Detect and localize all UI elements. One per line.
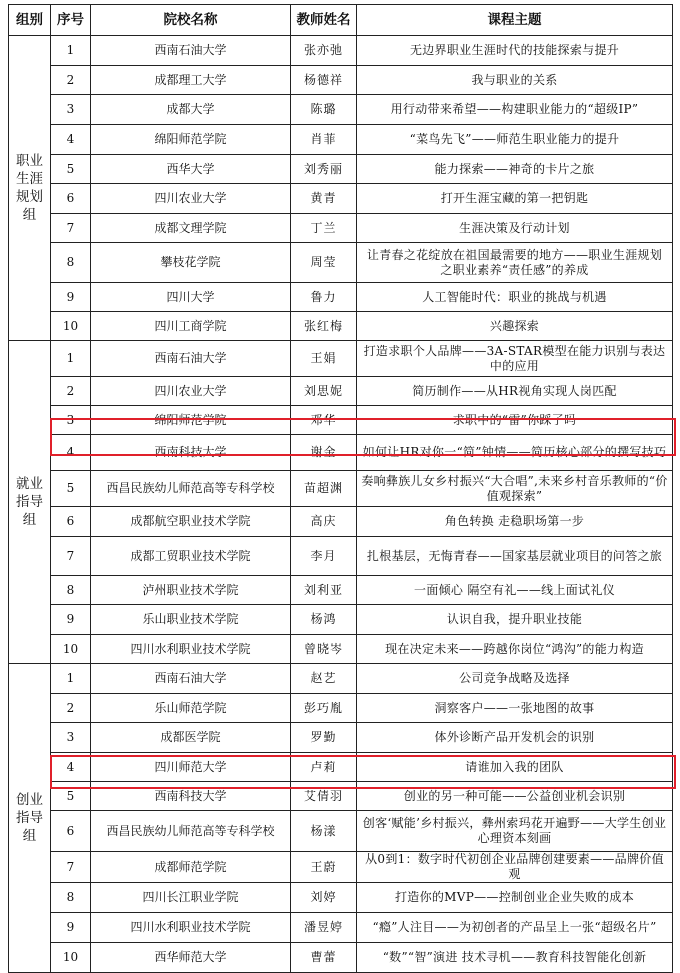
cell-school: 成都理工大学: [91, 66, 291, 95]
table-row: [9, 753, 673, 782]
table-row: [9, 66, 673, 95]
table-row: [9, 723, 673, 753]
cell-no: 5: [51, 782, 91, 811]
header-group: 组别: [9, 5, 51, 36]
cell-topic: 奏响彝族儿女乡村振兴“大合唱”,未来乡村音乐教师的“价值观探索”: [357, 471, 673, 507]
cell-school: 成都师范学院: [91, 852, 291, 883]
cell-teacher: 高庆: [291, 507, 357, 537]
group-name: 职业生涯规划组: [9, 36, 51, 341]
cell-teacher: 黄青: [291, 184, 357, 214]
cell-no: 7: [51, 537, 91, 576]
cell-topic: “瘾”人注目——为初创者的产品呈上一张“超级名片”: [357, 913, 673, 943]
cell-no: 1: [51, 36, 91, 66]
table-row: [9, 576, 673, 605]
cell-teacher: 苗超渊: [291, 471, 357, 507]
table-row: [9, 507, 673, 537]
cell-teacher: 曾晓岑: [291, 635, 357, 664]
cell-teacher: 谢金: [291, 435, 357, 471]
cell-teacher: 丁兰: [291, 214, 357, 243]
cell-teacher: 杨漾: [291, 811, 357, 852]
table-row: [9, 184, 673, 214]
cell-teacher: 杨德祥: [291, 66, 357, 95]
cell-no: 6: [51, 811, 91, 852]
cell-topic: 扎根基层，无悔青春——国家基层就业项目的问答之旅: [357, 537, 673, 576]
cell-teacher: 周莹: [291, 243, 357, 283]
cell-school: 绵阳师范学院: [91, 406, 291, 435]
cell-topic: 创客‘赋能’乡村振兴，彝州索玛花开遍野——大学生创业心理资本刻画: [357, 811, 673, 852]
cell-topic: 求职中的“雷”你踩了吗: [357, 406, 673, 435]
cell-topic: 生涯决策及行动计划: [357, 214, 673, 243]
cell-teacher: 王蔚: [291, 852, 357, 883]
table-row: [9, 883, 673, 913]
cell-no: 5: [51, 471, 91, 507]
table-row: [9, 664, 673, 694]
table-row: [9, 605, 673, 635]
cell-school: 四川大学: [91, 283, 291, 312]
cell-teacher: 罗勤: [291, 723, 357, 753]
cell-teacher: 肖菲: [291, 125, 357, 155]
cell-topic: 我与职业的关系: [357, 66, 673, 95]
cell-topic: 一面倾心 隔空有礼——线上面试礼仪: [357, 576, 673, 605]
header-school: 院校名称: [91, 5, 291, 36]
group-name: 就业指导组: [9, 341, 51, 664]
cell-topic: “菜鸟先飞”——师范生职业能力的提升: [357, 125, 673, 155]
cell-no: 6: [51, 507, 91, 537]
cell-teacher: 邓华: [291, 406, 357, 435]
cell-no: 2: [51, 694, 91, 723]
cell-school: 成都工贸职业技术学院: [91, 537, 291, 576]
cell-topic: 打开生涯宝藏的第一把钥匙: [357, 184, 673, 214]
table-row: [9, 214, 673, 243]
table-row: [9, 312, 673, 341]
table-row: [9, 537, 673, 576]
cell-no: 9: [51, 605, 91, 635]
cell-no: 10: [51, 312, 91, 341]
cell-teacher: 鲁力: [291, 283, 357, 312]
cell-topic: 如何让HR对你一“简”钟情——简历核心部分的撰写技巧: [357, 435, 673, 471]
header-no: 序号: [51, 5, 91, 36]
table-row: [9, 471, 673, 507]
cell-no: 10: [51, 943, 91, 973]
cell-school: 西华师范大学: [91, 943, 291, 973]
cell-topic: 创业的另一种可能——公益创业机会识别: [357, 782, 673, 811]
cell-school: 西南石油大学: [91, 341, 291, 377]
cell-teacher: 张红梅: [291, 312, 357, 341]
cell-no: 3: [51, 95, 91, 125]
cell-school: 四川长江职业学院: [91, 883, 291, 913]
cell-school: 成都医学院: [91, 723, 291, 753]
cell-topic: 洞察客户——一张地图的故事: [357, 694, 673, 723]
cell-school: 西昌民族幼儿师范高等专科学校: [91, 811, 291, 852]
cell-no: 3: [51, 723, 91, 753]
cell-topic: 从0到1：数字时代初创企业品牌创建要素——品牌价值观: [357, 852, 673, 883]
cell-no: 9: [51, 913, 91, 943]
cell-no: 5: [51, 155, 91, 184]
cell-teacher: 刘婷: [291, 883, 357, 913]
cell-school: 西南科技大学: [91, 782, 291, 811]
cell-topic: 让青春之花绽放在祖国最需要的地方——职业生涯规划之职业素养“责任感”的养成: [357, 243, 673, 283]
cell-no: 6: [51, 184, 91, 214]
cell-school: 西南科技大学: [91, 435, 291, 471]
cell-school: 乐山师范学院: [91, 694, 291, 723]
cell-topic: 简历制作——从HR视角实现人岗匹配: [357, 377, 673, 406]
cell-no: 1: [51, 341, 91, 377]
cell-school: 四川水利职业技术学院: [91, 635, 291, 664]
cell-school: 攀枝花学院: [91, 243, 291, 283]
cell-no: 4: [51, 125, 91, 155]
header-row: [9, 5, 673, 36]
cell-school: 西昌民族幼儿师范高等专科学校: [91, 471, 291, 507]
cell-school: 成都文理学院: [91, 214, 291, 243]
cell-no: 7: [51, 852, 91, 883]
cell-topic: 兴趣探索: [357, 312, 673, 341]
cell-teacher: 艾倩羽: [291, 782, 357, 811]
cell-teacher: 刘秀丽: [291, 155, 357, 184]
table-row: [9, 852, 673, 883]
cell-teacher: 张亦弛: [291, 36, 357, 66]
cell-school: 成都航空职业技术学院: [91, 507, 291, 537]
cell-teacher: 杨鸿: [291, 605, 357, 635]
header-teacher: 教师姓名: [291, 5, 357, 36]
cell-topic: 人工智能时代：职业的挑战与机遇: [357, 283, 673, 312]
cell-topic: “数”“智”演进 技术寻机——教育科技智能化创新: [357, 943, 673, 973]
table-row: [9, 635, 673, 664]
table-row: [9, 155, 673, 184]
cell-school: 西南石油大学: [91, 664, 291, 694]
group-name: 创业指导组: [9, 664, 51, 973]
cell-teacher: 卢莉: [291, 753, 357, 782]
table-row: [9, 435, 673, 471]
cell-school: 四川师范大学: [91, 753, 291, 782]
cell-topic: 公司竞争战略及选择: [357, 664, 673, 694]
cell-teacher: 刘利亚: [291, 576, 357, 605]
cell-teacher: 陈璐: [291, 95, 357, 125]
cell-no: 3: [51, 406, 91, 435]
table-row: [9, 243, 673, 283]
cell-school: 西南石油大学: [91, 36, 291, 66]
cell-school: 四川农业大学: [91, 184, 291, 214]
cell-teacher: 赵艺: [291, 664, 357, 694]
table-row: [9, 125, 673, 155]
cell-no: 9: [51, 283, 91, 312]
cell-topic: 角色转换 走稳职场第一步: [357, 507, 673, 537]
cell-no: 8: [51, 243, 91, 283]
cell-school: 乐山职业技术学院: [91, 605, 291, 635]
cell-school: 成都大学: [91, 95, 291, 125]
cell-topic: 打造求职个人品牌——3A-STAR模型在能力识别与表达中的应用: [357, 341, 673, 377]
table-row: [9, 913, 673, 943]
cell-topic: 请谁加入我的团队: [357, 753, 673, 782]
cell-school: 四川水利职业技术学院: [91, 913, 291, 943]
table-row: [9, 283, 673, 312]
header-topic: 课程主题: [357, 5, 673, 36]
table-row: [9, 377, 673, 406]
cell-school: 西华大学: [91, 155, 291, 184]
cell-school: 泸州职业技术学院: [91, 576, 291, 605]
cell-school: 绵阳师范学院: [91, 125, 291, 155]
cell-school: 四川农业大学: [91, 377, 291, 406]
table-row: [9, 811, 673, 852]
cell-topic: 用行动带来希望——构建职业能力的“超级IP”: [357, 95, 673, 125]
cell-teacher: 王娟: [291, 341, 357, 377]
cell-teacher: 彭巧胤: [291, 694, 357, 723]
cell-no: 4: [51, 753, 91, 782]
cell-teacher: 李月: [291, 537, 357, 576]
cell-no: 4: [51, 435, 91, 471]
cell-school: 四川工商学院: [91, 312, 291, 341]
table-row: [9, 943, 673, 973]
cell-topic: 体外诊断产品开发机会的识别: [357, 723, 673, 753]
table-row: [9, 406, 673, 435]
cell-topic: 无边界职业生涯时代的技能探索与提升: [357, 36, 673, 66]
cell-teacher: 刘思妮: [291, 377, 357, 406]
cell-no: 8: [51, 883, 91, 913]
cell-no: 8: [51, 576, 91, 605]
cell-no: 2: [51, 377, 91, 406]
course-table: [8, 4, 673, 973]
cell-topic: 打造你的MVP——控制创业企业失败的成本: [357, 883, 673, 913]
cell-no: 2: [51, 66, 91, 95]
cell-no: 1: [51, 664, 91, 694]
cell-topic: 认识自我，提升职业技能: [357, 605, 673, 635]
table-row: [9, 694, 673, 723]
table-row: [9, 36, 673, 66]
cell-no: 10: [51, 635, 91, 664]
cell-topic: 现在决定未来——跨越你岗位“鸿沟”的能力构造: [357, 635, 673, 664]
cell-teacher: 潘昱婷: [291, 913, 357, 943]
cell-topic: 能力探索——神奇的卡片之旅: [357, 155, 673, 184]
table-row: [9, 95, 673, 125]
table-row: [9, 782, 673, 811]
cell-teacher: 曹蕾: [291, 943, 357, 973]
table-row: [9, 341, 673, 377]
cell-no: 7: [51, 214, 91, 243]
